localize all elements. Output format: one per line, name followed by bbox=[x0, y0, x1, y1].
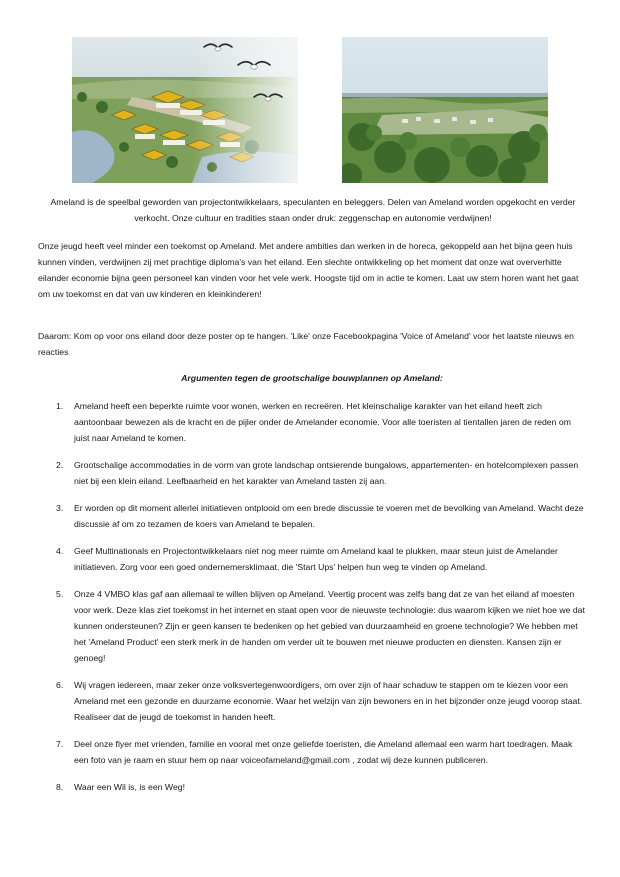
arguments-heading: Argumenten tegen de grootschalige bouwplannen op Ameland: bbox=[181, 373, 443, 383]
argument-item bbox=[56, 779, 586, 795]
argument-text: Onze 4 VMBO klas gaf aan allemaal te willen blijven op Ameland. Veertig procent was zelfs bang dat ze van het eiland af moesten voor werk. Deze klas ziet toekomst in het internet en staat open voor de nieuwste technologie: dus waarom kijken we niet hoe we dat kunnen ondersteunen? Zijn er geen kansen te bedenken op het gebied van duurzaamheid en groene technologie? We hebben met het 'Ameland Product' een sterk merk in de handen om verder uit te bouwen met nieuwe producten en diensten. Kansen zijn er genoeg! bbox=[74, 589, 585, 663]
argument-number: 1. bbox=[56, 401, 64, 411]
argument-item bbox=[56, 586, 586, 666]
argument-number: 5. bbox=[56, 589, 64, 599]
argument-number: 7. bbox=[56, 739, 64, 749]
argument-text: Ameland heeft een beperkte ruimte voor wonen, werken en recreëren. Het kleinschalige karakter van het eiland heeft zich aantoonbaar bewezen als de kracht en de pijler onder de Amelander economie. Voor alle toeristen al tientallen jaren de reden om juist naar Ameland te komen. bbox=[74, 401, 571, 443]
ameland-landscape-image bbox=[342, 37, 548, 183]
argument-text: Geef Multinationals en Projectontwikkelaars niet nog meer ruimte om Ameland kaal te plukken, maar steun juist de Amelander initiatieven. Zorg voor een goed ondernemersklimaat, die 'Start Ups' helpen hun weg te vinden op Ameland. bbox=[74, 546, 558, 572]
argument-number: 6. bbox=[56, 680, 64, 690]
argument-number: 3. bbox=[56, 503, 64, 513]
argument-text: Waar een Wil is, is een Weg! bbox=[74, 782, 186, 792]
argument-item bbox=[56, 736, 586, 768]
intro-paragraph: Ameland is de speelbal geworden van projectontwikkelaars, speculanten en beleggers. Delen van Ameland worden opgekocht en verder verkocht. Onze cultuur en tradities staan onder druk: zeggenschap en autonomie verdwijnen! bbox=[50, 197, 576, 223]
bungalow-park-aerial-image bbox=[72, 37, 298, 183]
youth-paragraph: Onze jeugd heeft veel minder een toekomst op Ameland. Met andere ambities dan werken in de horeca, gekoppeld aan het bijna geen huis kunnen vinden, verdwijnen zij met prachtige diploma's van het eiland. Een slechte ontwikkeling op het moment dat onze wat oververhitte eilander economie bijna geen personeel kan vinden voor het vele werk. Hoogste tijd om in actie te komen. Laat uw stem horen want het gaat om uw toekomst en dat van uw kinderen en kleinkinderen! bbox=[38, 241, 579, 299]
argument-number: 4. bbox=[56, 546, 64, 556]
argument-text: Deel onze flyer met vrienden, familie en vooral met onze geliefde toeristen, die Ameland allemaal een warm hart toedragen. Maak een foto van je raam en stuur hem op naar voiceofameland@gmail.com , zodat wij deze kunnen publiceren. bbox=[74, 739, 573, 765]
argument-text: Er worden op dit moment allerlei initiatieven ontplooid om een brede discussie te voeren met de bevolking van Ameland. Wacht deze discussie af om zo tezamen de koers van Ameland te bepalen. bbox=[74, 503, 584, 529]
argument-item bbox=[56, 500, 586, 532]
call-to-action-paragraph: Daarom: Kom op voor ons eiland door deze poster op te hangen. 'Like' onze Facebookpagina 'Voice of Ameland' voor het laatste nieuws en reacties bbox=[38, 331, 574, 357]
argument-text: Wij vragen iedereen, maar zeker onze volksvertegenwoordigers, om over zijn of haar schaduw te stappen om te kiezen voor een Ameland met een gezonde en duurzame economie. Waar het welzijn van zijn bewoners en in het bijzonder onze jeugd voorop staat. Realiseer dat de jeugd de toekomst in handen heeft. bbox=[74, 680, 583, 722]
argument-item bbox=[56, 398, 586, 446]
argument-number: 8. bbox=[56, 782, 64, 792]
arguments-list bbox=[56, 398, 586, 806]
argument-item bbox=[56, 677, 586, 725]
argument-text: Grootschalige accommodaties in de vorm van grote landschap ontsierende bungalows, appartementen- en hotelcomplexen passen niet bij een klein eiland. Leefbaarheid en het karakter van Ameland tasten zij aan. bbox=[74, 460, 579, 486]
argument-item bbox=[56, 543, 586, 575]
argument-item bbox=[56, 457, 586, 489]
argument-number: 2. bbox=[56, 460, 64, 470]
